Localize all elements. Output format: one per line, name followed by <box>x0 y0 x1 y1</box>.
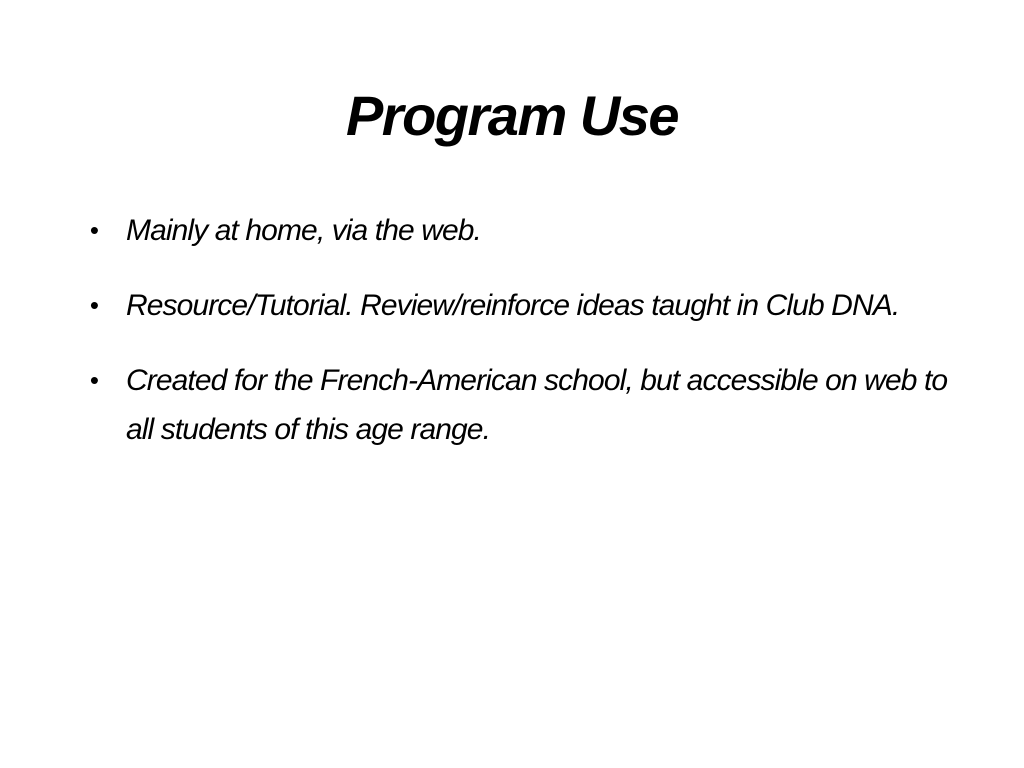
bullet-dot-icon: • <box>89 215 99 245</box>
bullet-list <box>84 206 954 480</box>
bullet-text: Mainly at home, via the web. <box>126 214 481 247</box>
bullet-dot-icon: • <box>89 365 99 395</box>
slide-title: Program Use <box>345 84 679 147</box>
bullet-dot-icon: • <box>89 290 99 320</box>
bullet-text: Resource/Tutorial. Review/reinforce ideas taught in Club DNA. <box>126 289 900 322</box>
bullet-item <box>84 356 954 454</box>
bullet-text: Created for the French-American school, but accessible on web to all students of this age range. <box>126 364 948 446</box>
bullet-item <box>84 281 954 330</box>
bullet-item <box>84 206 954 255</box>
